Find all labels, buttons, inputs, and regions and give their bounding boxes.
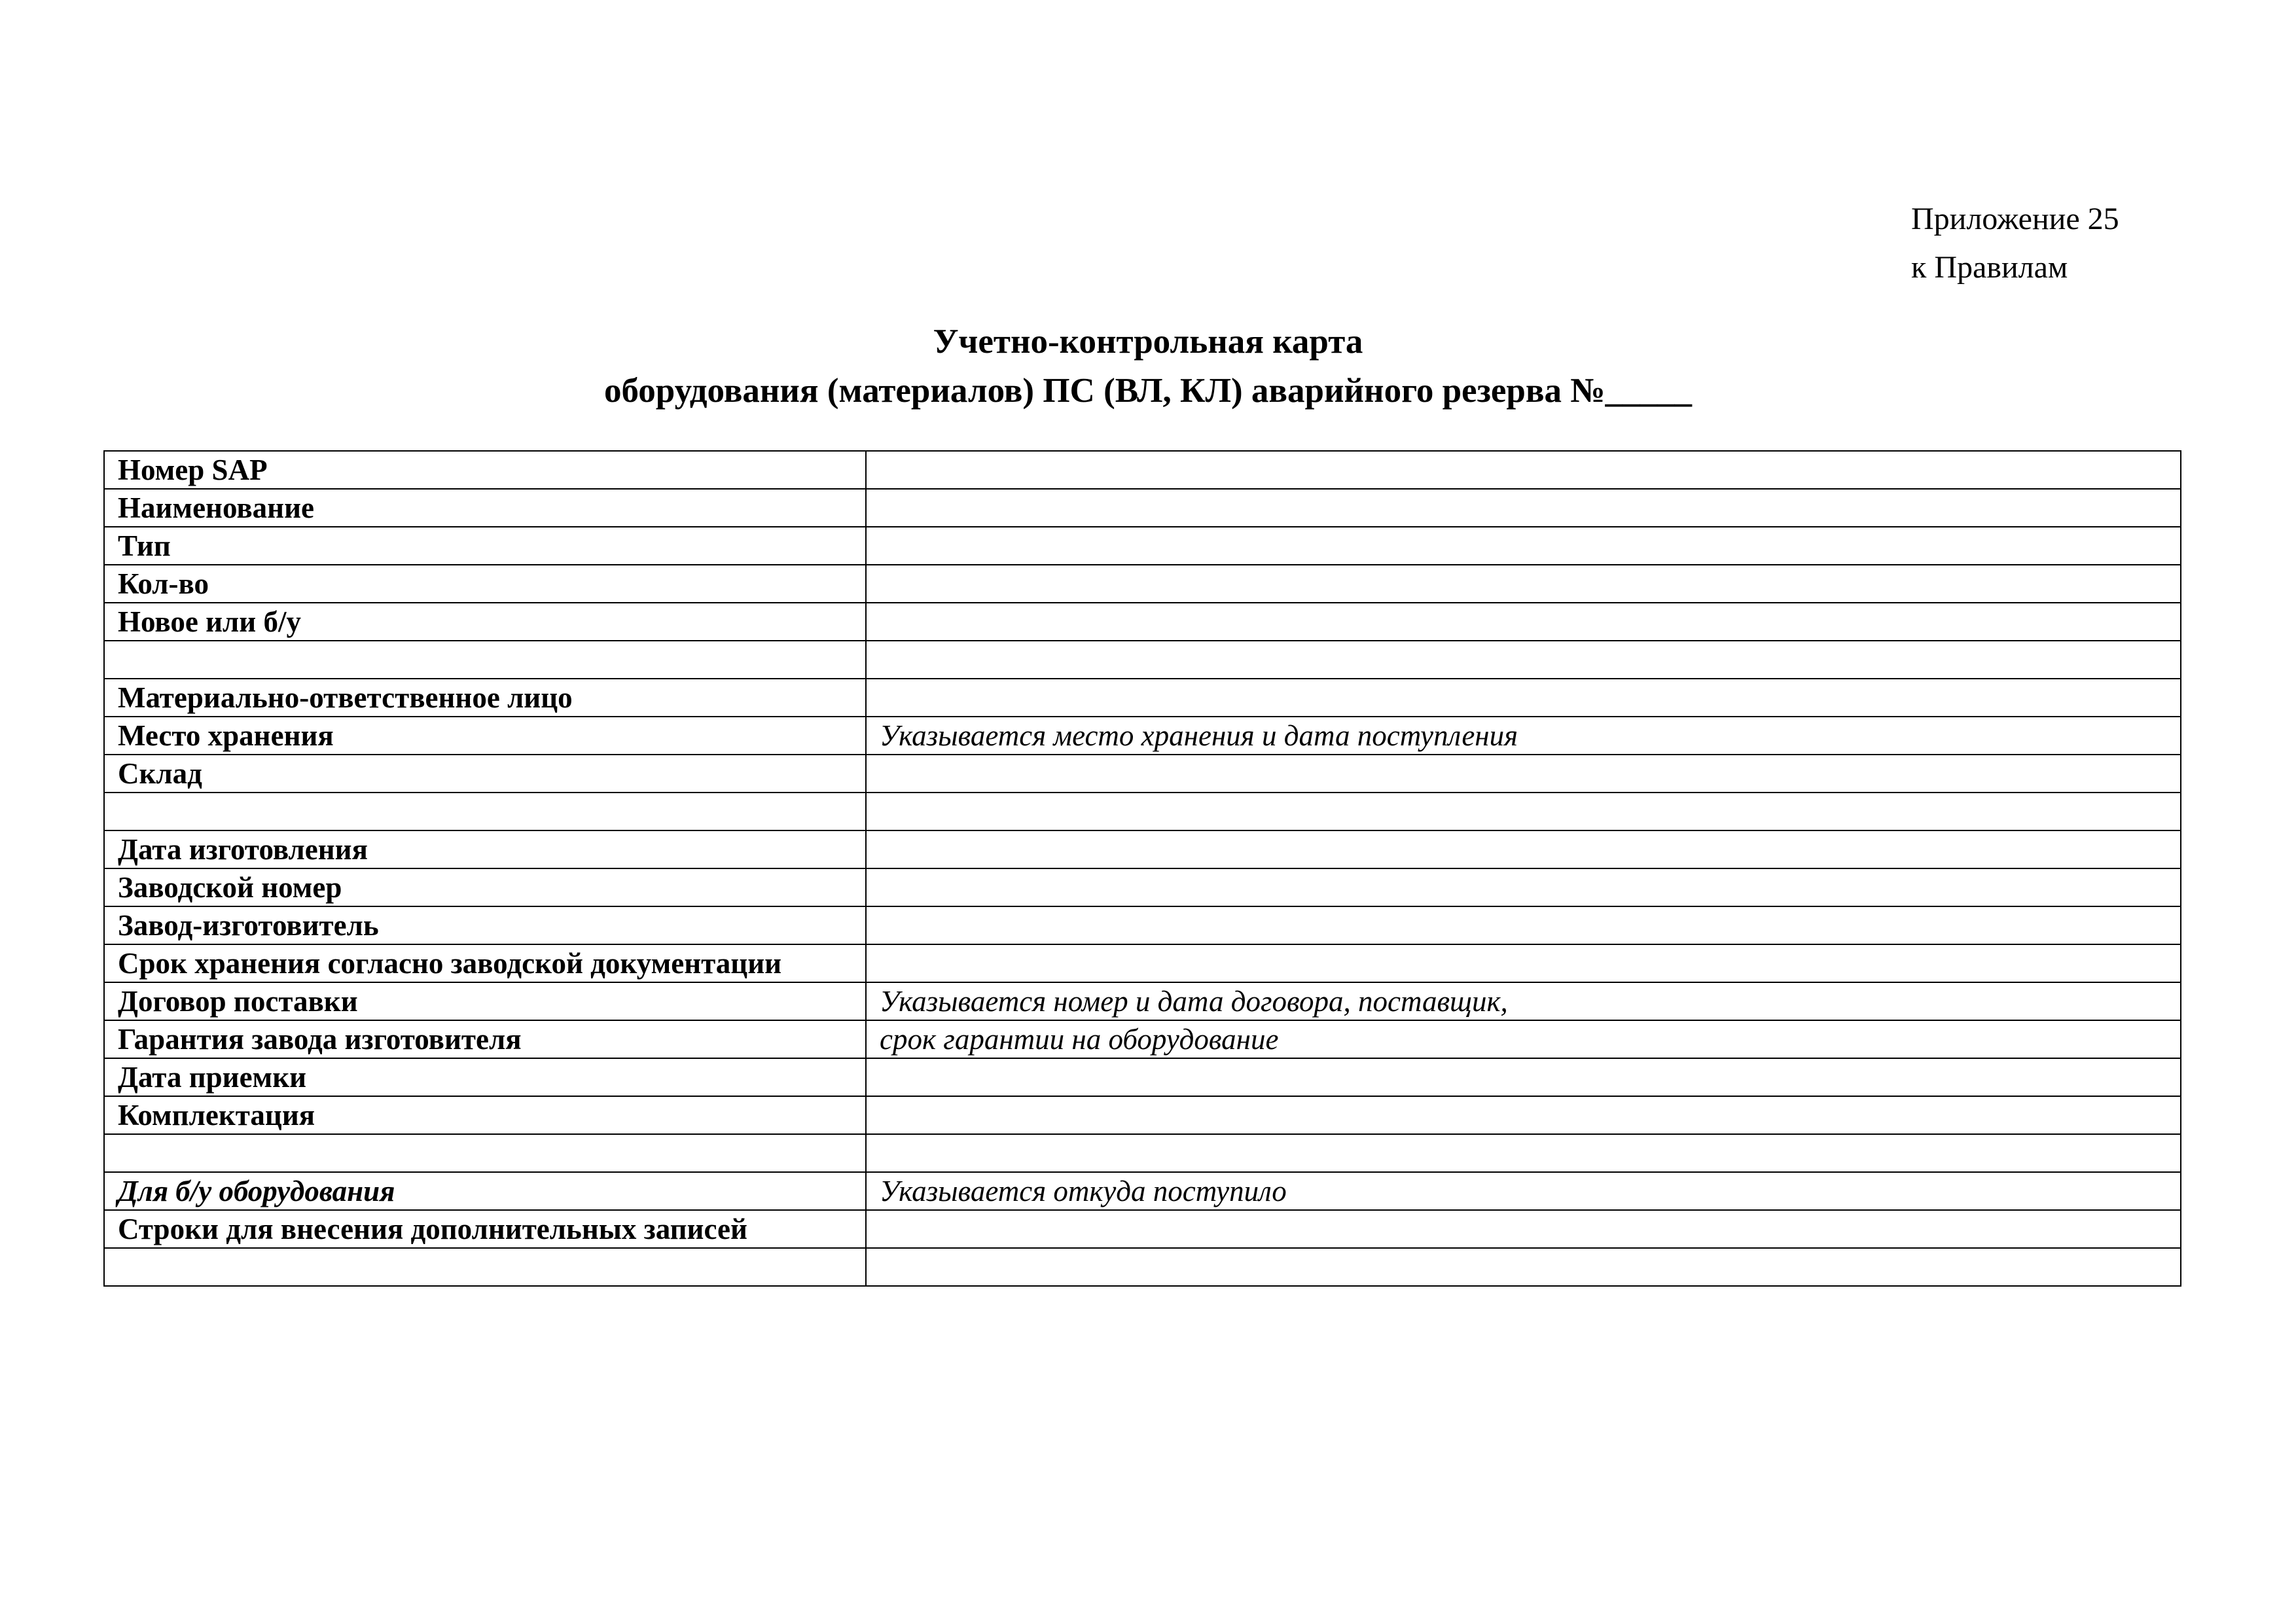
table-row [104,868,2181,906]
appendix-number: Приложение 25 [1911,202,2119,236]
table-row [104,679,2181,717]
table-row [104,1134,2181,1172]
field-value-blank-4 [866,1248,2181,1286]
field-label-blank-1 [104,641,866,679]
field-value-storage-period [866,944,2181,982]
table-row [104,1020,2181,1058]
field-value-responsible-person [866,679,2181,717]
field-label-acceptance-date: Дата приемки [104,1058,866,1096]
table-row [104,1096,2181,1134]
field-value-additional-records [866,1210,2181,1248]
field-label-serial-number: Заводской номер [104,868,866,906]
field-value-sap-number [866,451,2181,489]
field-label-blank-4 [104,1248,866,1286]
table-row [104,944,2181,982]
table-row [104,527,2181,565]
table-row [104,1248,2181,1286]
field-value-quantity [866,565,2181,603]
field-value-manufacture-date [866,830,2181,868]
field-label-quantity: Кол-во [104,565,866,603]
field-value-used-equipment: Указывается откуда поступило [866,1172,2181,1210]
appendix-rules: к Правилам [1911,250,2068,285]
field-label-responsible-person: Материально-ответственное лицо [104,679,866,717]
table-row [104,1058,2181,1096]
field-label-new-or-used: Новое или б/у [104,603,866,641]
field-label-manufacturer: Завод-изготовитель [104,906,866,944]
field-value-storage-location: Указывается место хранения и дата поступления [866,717,2181,755]
field-label-used-equipment: Для б/у оборудования [104,1172,866,1210]
title-line-1: Учетно-контрольная карта [933,323,1363,361]
table-row [104,603,2181,641]
field-value-completeness [866,1096,2181,1134]
table-row [104,1172,2181,1210]
table-row [104,982,2181,1020]
field-label-blank-3 [104,1134,866,1172]
field-value-manufacturer-warranty: срок гарантии на оборудование [866,1020,2181,1058]
table-row [104,717,2181,755]
field-label-manufacture-date: Дата изготовления [104,830,866,868]
field-value-new-or-used [866,603,2181,641]
field-label-manufacturer-warranty: Гарантия завода изготовителя [104,1020,866,1058]
table-row [104,1210,2181,1248]
table-row [104,793,2181,830]
field-label-storage-period: Срок хранения согласно заводской документации [104,944,866,982]
field-label-name: Наименование [104,489,866,527]
field-label-supply-contract: Договор поставки [104,982,866,1020]
field-value-blank-1 [866,641,2181,679]
document-title [0,317,2296,416]
table-row [104,755,2181,793]
field-label-warehouse: Склад [104,755,866,793]
field-value-blank-3 [866,1134,2181,1172]
field-label-completeness: Комплектация [104,1096,866,1134]
table-row [104,451,2181,489]
appendix-reference [1911,195,2119,292]
field-value-type [866,527,2181,565]
field-label-type: Тип [104,527,866,565]
table-row [104,906,2181,944]
title-line-2: оборудования (материалов) ПС (ВЛ, КЛ) аварийного резерва №_____ [603,372,1693,410]
field-label-storage-location: Место хранения [104,717,866,755]
field-value-name [866,489,2181,527]
field-label-additional-records: Строки для внесения дополнительных записей [104,1210,866,1248]
field-value-blank-2 [866,793,2181,830]
field-label-sap-number: Номер SAP [104,451,866,489]
table-row [104,565,2181,603]
field-value-warehouse [866,755,2181,793]
field-value-supply-contract: Указывается номер и дата договора, поставщик, [866,982,2181,1020]
table-row [104,489,2181,527]
field-value-acceptance-date [866,1058,2181,1096]
field-value-serial-number [866,868,2181,906]
table-row [104,830,2181,868]
table-row [104,641,2181,679]
record-card-table [103,450,2181,1287]
field-value-manufacturer [866,906,2181,944]
field-label-blank-2 [104,793,866,830]
